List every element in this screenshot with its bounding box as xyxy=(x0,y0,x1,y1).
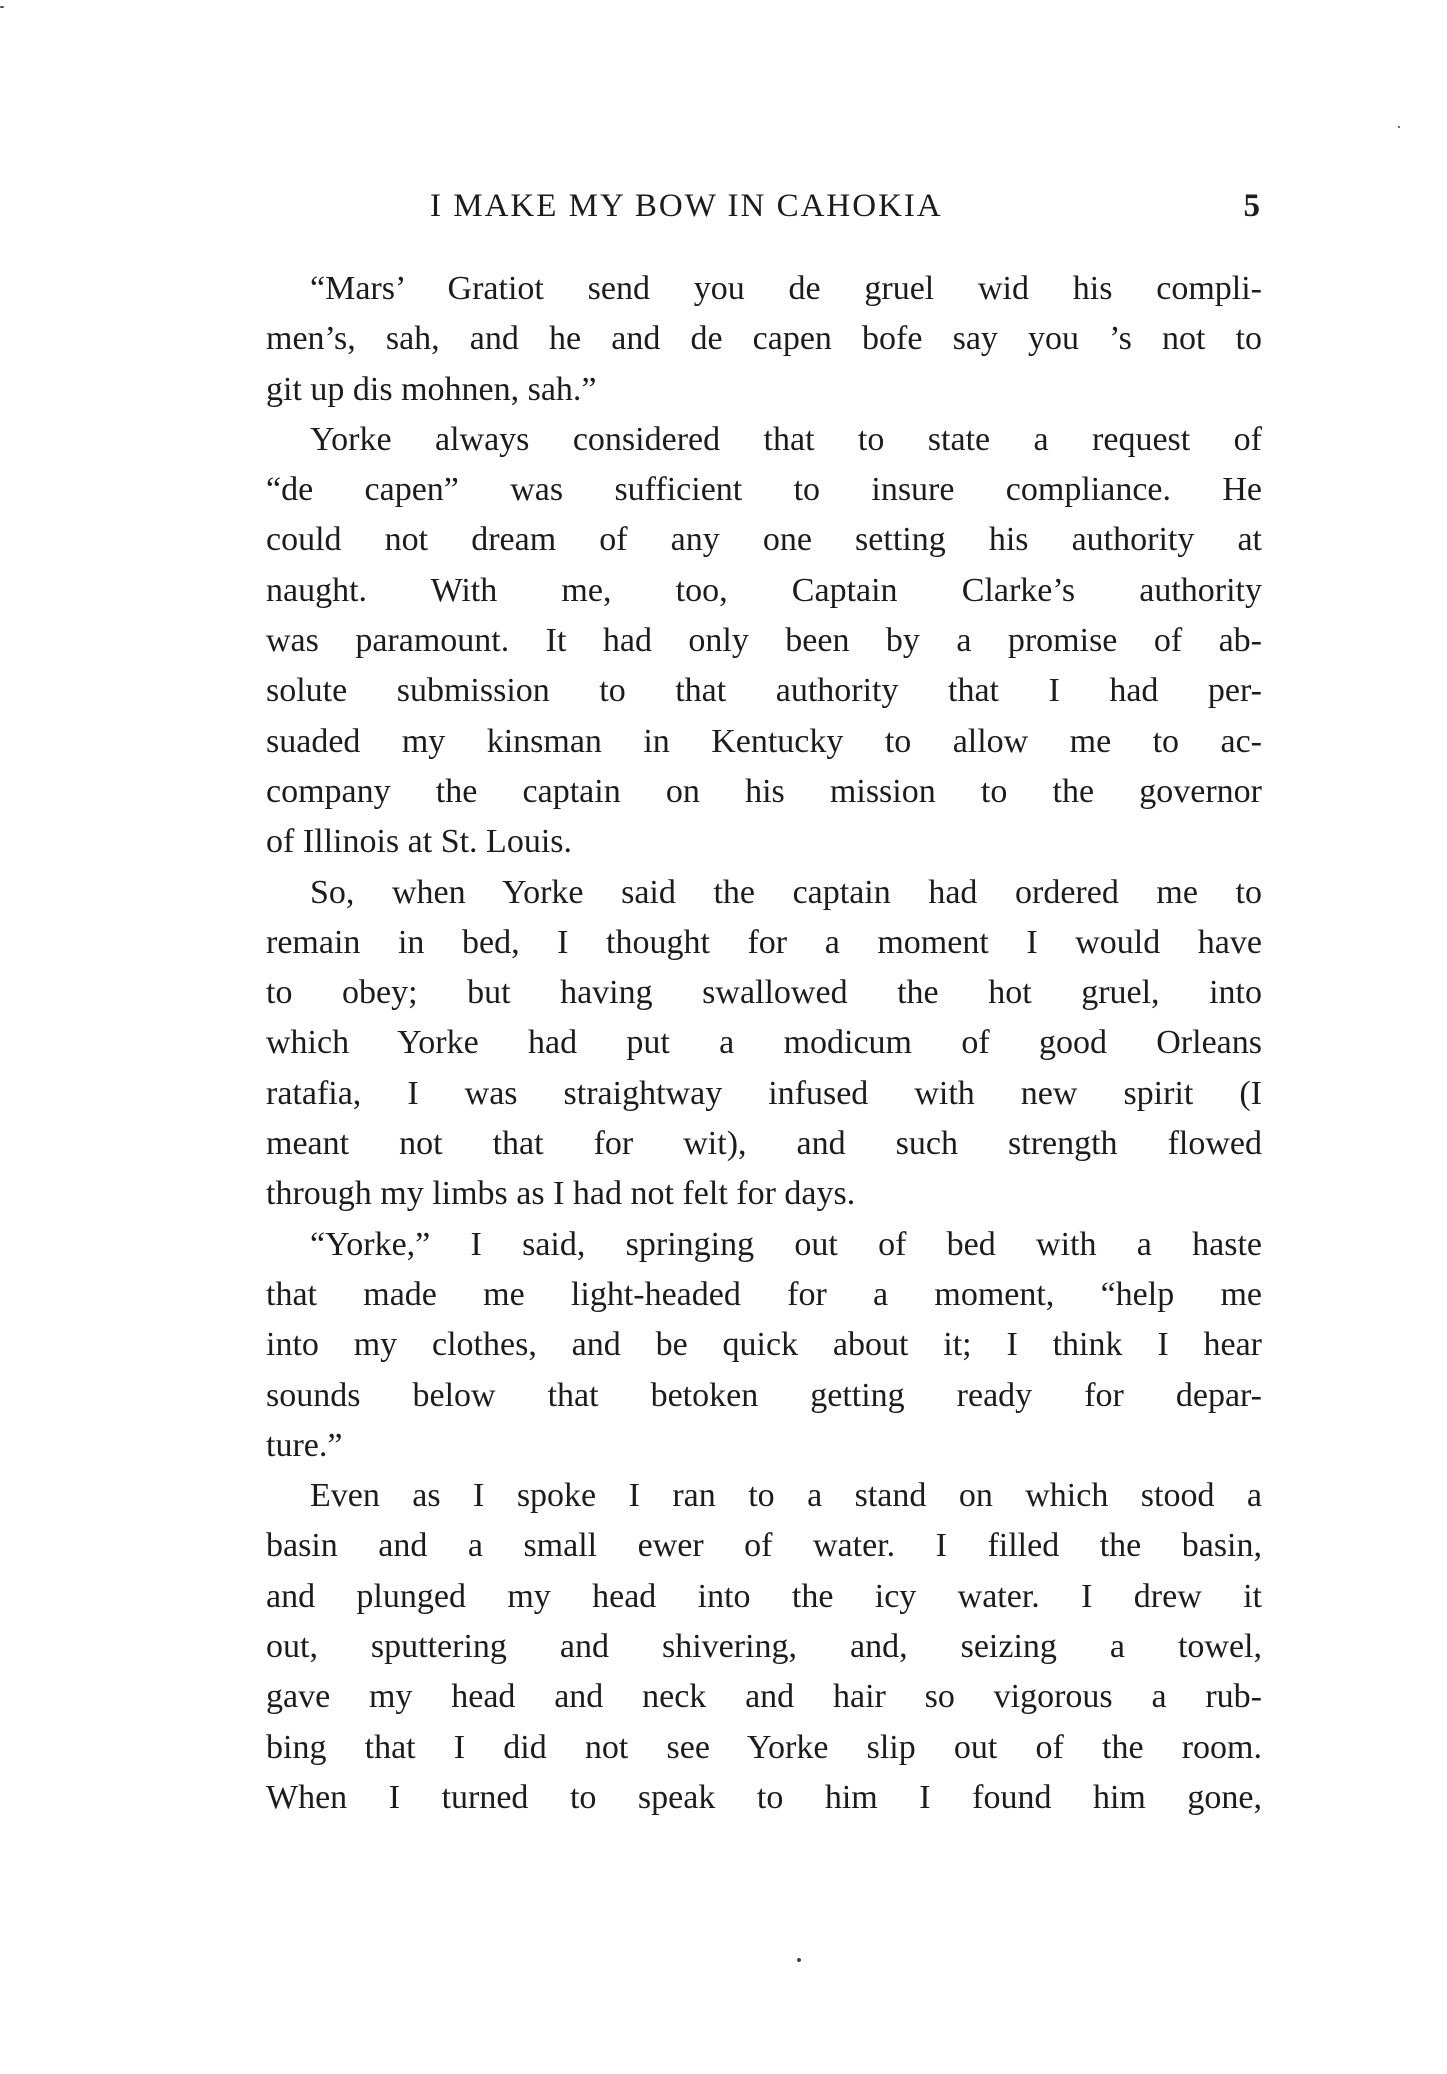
text-line: that made me light-headed for a moment, “help me xyxy=(266,1275,1262,1313)
text-line: “Mars’ Gratiot send you de gruel wid his compli- xyxy=(310,270,1262,307)
text-line: meant not that for wit), and such strength flowed xyxy=(266,1125,1262,1163)
text-line: bing that I did not see Yorke slip out of the room. xyxy=(266,1728,1262,1766)
text-line: into my clothes, and be quick about it; I think I hear xyxy=(266,1326,1262,1364)
paragraph xyxy=(266,1471,1262,1823)
text-line: was paramount. It had only been by a promise of ab- xyxy=(266,622,1262,660)
text-line: solute submission to that authority that I had per- xyxy=(266,672,1262,710)
scan-speck xyxy=(1398,126,1400,128)
text-line: company the captain on his mission to the governor xyxy=(266,772,1262,810)
page-number: 5 xyxy=(1243,188,1260,224)
text-line: ratafia, I was straightway infused with new spirit (I xyxy=(266,1074,1262,1112)
text-line: and plunged my head into the icy water. I drew it xyxy=(266,1577,1262,1615)
paragraph xyxy=(266,1220,1262,1471)
text-line: “de capen” was sufficient to insure compliance. He xyxy=(266,471,1262,509)
running-head-title: I MAKE MY BOW IN CAHOKIA xyxy=(430,188,943,224)
text-line: basin and a small ewer of water. I filled the basin, xyxy=(266,1527,1262,1565)
body-text xyxy=(266,264,1262,1823)
paragraph xyxy=(266,415,1262,868)
text-line: Yorke always considered that to state a request of xyxy=(310,420,1262,458)
scan-speck xyxy=(0,6,4,8)
text-line: of Illinois at St. Louis. xyxy=(266,823,572,861)
scan-speck xyxy=(797,1958,801,1962)
paragraph xyxy=(266,264,1262,415)
text-line: git up dis mohnen, sah.” xyxy=(266,370,597,408)
text-line: ture.” xyxy=(266,1426,343,1464)
text-line: men’s, sah, and he and de capen bofe say you ’s not to xyxy=(266,320,1262,358)
text-line: suaded my kinsman in Kentucky to allow me to ac- xyxy=(266,722,1262,760)
paragraph xyxy=(266,868,1262,1220)
text-line: could not dream of any one setting his authority at xyxy=(266,521,1262,559)
text-line: So, when Yorke said the captain had ordered me to xyxy=(310,873,1262,911)
text-line: When I turned to speak to him I found him gone, xyxy=(266,1778,1262,1816)
text-line: remain in bed, I thought for a moment I would have xyxy=(266,923,1262,961)
text-line: through my limbs as I had not felt for days. xyxy=(266,1175,856,1213)
text-line: to obey; but having swallowed the hot gruel, into xyxy=(266,974,1262,1012)
text-line: out, sputtering and shivering, and, seizing a towel, xyxy=(266,1628,1262,1666)
running-head xyxy=(430,188,1260,228)
text-line: naught. With me, too, Captain Clarke’s authority xyxy=(266,571,1262,609)
text-line: sounds below that betoken getting ready for depar- xyxy=(266,1376,1262,1414)
text-line: “Yorke,” I said, springing out of bed with a haste xyxy=(310,1225,1262,1263)
text-line: gave my head and neck and hair so vigorous a rub- xyxy=(266,1678,1262,1716)
text-line: which Yorke had put a modicum of good Orleans xyxy=(266,1024,1262,1062)
text-line: Even as I spoke I ran to a stand on which stood a xyxy=(310,1477,1262,1515)
